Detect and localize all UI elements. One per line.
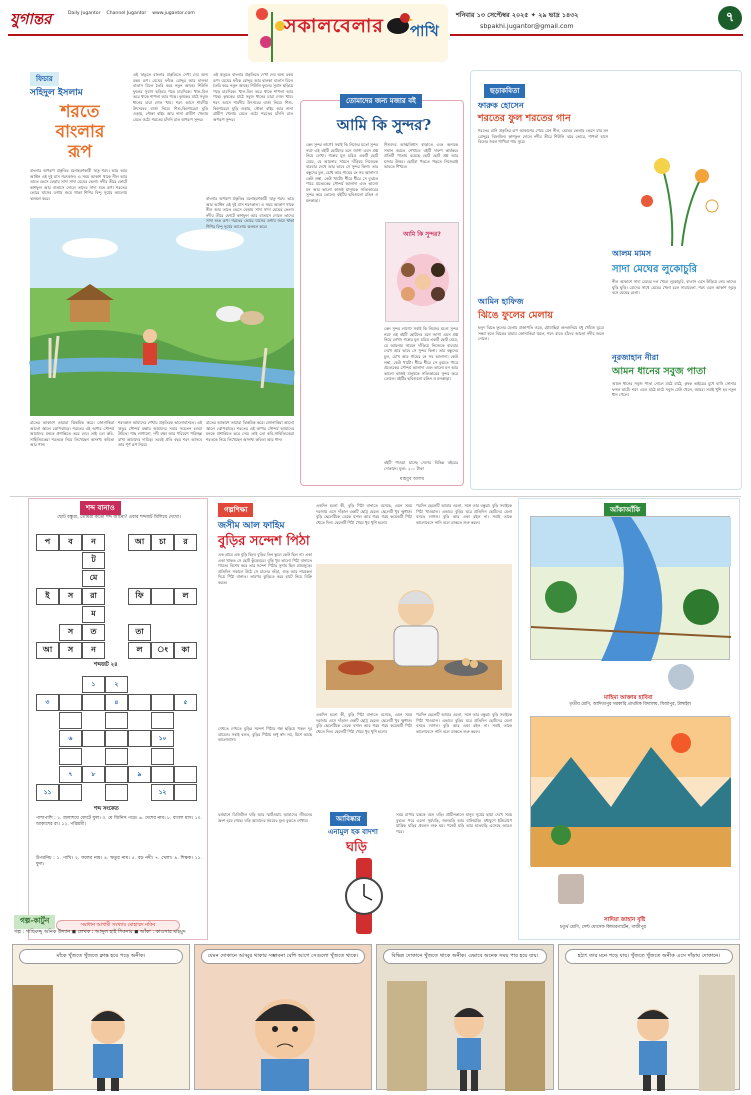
feature-body-e: বাংলার অপরূপ প্রকৃতির মনোহরণকারী ঋতু শরৎ। ভাদ্র আর আশ্বিন এই দুই মাস শরৎকাল। এ সময় আকাশ থাকে নীল আর তাতে ভেসে বেড়ায় সাদা সাদা মেঘের ভেলা। নদীর তীরে ফোটে কাশফুল আর বাতাসে দোলে তাদের সাদা শুভ্র রূপ। শরতের ভোরে ঘাসের ডগায় জমে থাকা শিশির বিন্দু সূর্যের আলোয় ঝলমল করে। <box>206 196 294 229</box>
crossword-cell[interactable] <box>82 694 105 711</box>
poem4-body: আমন ধানের সবুজ পাতা দোলে মাঠে মাঠে, কৃষক ভাইয়ের মুখে হাসি সোনার ফসল ঘাটে। শরৎ এলে মাঠে মাঠে সবুজ ঢেউ খেলে, আমরা সবাই খুশি হব নতুন ধান পেলে। <box>612 381 736 398</box>
crossword-cell[interactable]: চা <box>151 534 174 551</box>
crossword-cell[interactable]: ৩ <box>36 694 59 711</box>
crossword-cell[interactable] <box>59 712 82 729</box>
folk-tag: গল্পশিক্ষা <box>218 503 253 517</box>
poem1-author: ফারুক হোসেন <box>478 101 524 110</box>
crossword-cell[interactable]: তা <box>128 624 151 641</box>
comic-panel-2 <box>194 944 372 1090</box>
masthead <box>0 0 751 66</box>
book-cover-title: আমি কি সুন্দর? <box>403 231 441 238</box>
crossword-cell[interactable]: কা <box>174 642 197 659</box>
book-review-byline: মাহবুব আলম <box>400 477 425 482</box>
poem4-author: নূরজাহান নীরা <box>612 353 659 362</box>
poem3-title: ঝিঙে ফুলের মেলায় <box>478 310 553 321</box>
masthead-title: সকালবেলার <box>284 15 384 37</box>
masthead-subtitle: পাখি <box>410 22 439 40</box>
crossword-cell[interactable]: ট <box>82 552 105 569</box>
feature-tag: ফিচার <box>30 72 59 86</box>
crossword-cell[interactable]: ৯ <box>128 766 151 783</box>
crossword-cell[interactable]: ত <box>82 624 105 641</box>
comic-panel-1 <box>12 944 190 1090</box>
feature-body-f: রাতের আকাশে তারারা ঝিকমিক করে। জোনাকিরা আলো জ্বালে ঝোপঝাড়ে। শরতের এই অপার সৌন্দর্য আমাদের মনকে প্রশান্তিতে ভরে দেয়। তাই তো কবি-সাহিত্যিকেরা শরতকে নিয়ে লিখেছেন অসংখ্য কবিতা আর গান। <box>206 420 294 442</box>
crossword-cell[interactable]: ৫ <box>174 694 197 711</box>
comic-panel-4 <box>558 944 740 1090</box>
crossword-cell[interactable]: রা <box>82 588 105 605</box>
crossword-cell[interactable]: ৮ <box>82 766 105 783</box>
contact-email[interactable]: sbpakhi.jugantor@gmail.com <box>480 22 574 30</box>
folk-title: বুড়ির সন্দেশ পিঠা <box>218 534 310 549</box>
feature-title <box>30 102 130 162</box>
art-tag: আঁকাআঁকি <box>604 503 646 517</box>
header-rule <box>8 34 248 36</box>
crossword-cell[interactable] <box>151 766 174 783</box>
comic-bubble-2: যেমন দোকানে আব্বুর থাকার সম্ভাবনা বেশি আগে সেগুলো খুঁজতে থাকে। <box>201 949 365 964</box>
crossword-cell[interactable] <box>59 784 82 801</box>
poem1-title: শরতের ফুল শরতের গান <box>478 113 571 124</box>
crossword-cell[interactable] <box>82 730 105 747</box>
poems-tag: ছড়াকবিতা <box>484 84 525 98</box>
poem2-body: নীল আকাশে সাদা মেঘের দল খেলে লুকোচুরি, বাতাস এসে উড়িয়ে নেয় তাদের ঘুড়ি ঘুড়ি। রোদের সাথে মেঘের খেলা চলে সারাবেলা, শরৎ এলে আকাশ জুড়ে বসে মেঘের মেলা। <box>612 279 736 296</box>
comic-credits: গল্প : গাছিরুদ্দু অনিক উদ্যান ◼ লেখক : আব্দুল হাই শিকদার ◼ আঁকা : কাওসার মাহমুদ <box>14 929 186 935</box>
poem1-body: শরতের রানি প্রকৃতির রূপ আকাশের পেয়ে যেন নীল, মেঘের ভেলায় ভেসে যায় মন রোদ্দুরে ঝিলমিল। কাশফুল দোলে নদীর তীরে শিউলি ঝরে ভোরে, শাপলা হাসে বিলের জলে পাখিরা গায় সুরে। <box>478 128 608 145</box>
crossword-cell[interactable]: আ <box>36 642 59 659</box>
village-illustration <box>30 218 294 416</box>
crossword-cell[interactable] <box>128 730 151 747</box>
book-review-tag: তোমাদের জন্য মজার বই <box>340 94 422 108</box>
crossword-cell[interactable]: ২ <box>105 676 128 693</box>
crossword-cell[interactable] <box>105 712 128 729</box>
artist1-name: মাহিমা আক্তার হাবিবা <box>604 695 653 701</box>
invention-author: এনামুল হক বাদশা <box>328 828 378 836</box>
crossword-cell[interactable] <box>105 748 128 765</box>
folk-body-5: একদিন হলো কী, বুড়ি পিঠা বানাতে বসেছে, এমন সময় দরজায় এসে দাঁড়াল একটি ছোট্ট ছেলে। ছেলেটি খুব ক্ষুধার্ত। বুড়ি ছেলেটিকে ডেকে বসাল আর গরম গরম কয়েকটি পিঠা খেতে দিল। ছেলেটি পিঠা খেয়ে খুব খুশি হলো। <box>316 712 412 734</box>
artist2-info: চতুর্থ শ্রেণি, সেন্ট যোসেফ কিন্ডারগার্টেন, গাজীপুর <box>560 925 646 930</box>
book-review-body-3: কেন সুন্দর লাগে? সবাই কি নিজের মতো সুন্দর নয়? এই বইটি ছোটদের মনে জাগা এমন প্রশ্ন নিয়ে লেখা। গল্পের মূল চরিত্র একটি ছোট মেয়ে, যে আয়নার সামনে দাঁড়িয়ে নিজেকে বারবার দেখে আর ভাবে সে সুন্দর কিনা। তার বন্ধুদের চুল, চোখ আর গায়ের রং সব আলাদা। কেউ লম্বা, কেউ খাটো। ধীরে ধীরে সে বুঝতে পারে প্রত্যেকের সৌন্দর্য আলাদা এবং ভালো মন আর ভালো কাজই মানুষকে সত্যিকারের সুন্দর করে তোলে। বইটির ছবিগুলো রঙিন ও মনকাড়া। <box>384 326 458 382</box>
crossword-credit: সমাধান আগামী সংখ্যায় মোহাম্মদ নকিব <box>56 920 180 931</box>
newspaper-logo[interactable]: যুগান্তর <box>10 10 52 28</box>
crossword-cell[interactable]: আ <box>128 534 151 551</box>
folk-body-3: পরদিন ছেলেটি আবার এলো, সঙ্গে তার বন্ধুরা। বুড়ি সবাইকে পিঠা খাওয়াল। এভাবে বুড়ির ঘরে প্রতিদিন ছোটদের মেলা বসতে লাগল। বুড়ি আর একা রইল না। সবাই তাকে ভালোবেসে নানি বলে ডাকতে শুরু করল। <box>416 503 512 525</box>
crossword-cell[interactable]: ম <box>82 606 105 623</box>
crossword-cell[interactable]: মে <box>82 570 105 587</box>
crossword-cell[interactable]: ল <box>128 642 151 659</box>
feature-title-line3: রূপ <box>68 142 92 162</box>
crossword-cell[interactable]: ল <box>174 588 197 605</box>
crossword-cell[interactable]: র <box>174 534 197 551</box>
crossword-cell[interactable]: ং <box>151 642 174 659</box>
crossword-cell[interactable] <box>105 784 128 801</box>
book-review-title: আমি কি সুন্দর? <box>336 116 432 134</box>
crossword-cell[interactable] <box>151 712 174 729</box>
invention-tag: আবিষ্কার <box>330 812 367 826</box>
feature-body-b: এই ঋতুতে বাংলার প্রকৃতিতে দেখা দেয় অন্য রকম রূপ। মেঘের ফাঁকে রোদ্দুর আর হালকা বাতাস মিলে তৈরি করে নতুন আবহ। শিউলি ফুলের সুবাস ছড়িয়ে পড়ে চারদিকে। খাল-বিল ভরে থাকে শাপলা আর পদ্মে। কৃষকের মাঠে সবুজ ধানের চারা দোল খায়। শরৎ আসে শারদীয় উৎসবের বার্তা নিয়ে। শিশু-কিশোরেরা ঘুড়ি ওড়ায়, নৌকা বাইচ আর নানা গ্রামীণ খেলায় মেতে ওঠে। শরতের চাঁদনি রাত অপরূপ সুন্দর। <box>133 72 208 122</box>
artist1-avatar <box>668 664 694 690</box>
crossword-clues-title: শব্দ সংকেত <box>94 806 119 812</box>
bird-illustration <box>383 8 413 40</box>
crossword-cell[interactable] <box>174 784 197 801</box>
youtube-link[interactable]: Channel Jugantor <box>106 11 147 16</box>
crossword-cell[interactable] <box>59 748 82 765</box>
artist2-name: সাদিয়া জাহান বৃষ্টি <box>604 917 646 923</box>
comic-tag: গল্প-কার্টুন <box>14 915 55 929</box>
crossword-cell[interactable] <box>128 694 151 711</box>
crossword-cell[interactable]: ই <box>36 588 59 605</box>
issue-date: শনিবার ১৩ সেপ্টেম্বর ২০২৫ ✦ ২৯ ভাদ্র ১৪৩২ <box>456 11 579 19</box>
crossword-cell[interactable]: ন <box>82 642 105 659</box>
crossword-cell[interactable]: ৭ <box>59 766 82 783</box>
crossword-cell[interactable] <box>151 748 174 765</box>
poem2-author: আলম মামস <box>612 249 652 258</box>
poem2-title: সাদা মেঘের লুকোচুরি <box>612 264 698 275</box>
header-rule-right <box>450 34 743 36</box>
crossword-clues-down: উপরনিচ : ১. পাখি। ২. ফলের নাম। ৪. ঋতুর নাম। ৫. বড় নদী। ৭. খেলা। ৯. শিক্ষক। ১১. ফুল। <box>36 856 202 868</box>
feature-body-b2: এই ঋতুতে বাংলার প্রকৃতিতে দেখা দেয় অন্য রকম রূপ। মেঘের ফাঁকে রোদ্দুর আর হালকা বাতাস মিলে তৈরি করে নতুন আবহ। শিউলি ফুলের সুবাস ছড়িয়ে পড়ে চারদিকে। খাল-বিল ভরে থাকে শাপলা আর পদ্মে। কৃষকের মাঠে সবুজ ধানের চারা দোল খায়। শরৎ আসে শারদীয় উৎসবের বার্তা নিয়ে। শিশু-কিশোরেরা ঘুড়ি ওড়ায়, নৌকা বাইচ আর নানা গ্রামীণ খেলায় মেতে ওঠে। শরতের চাঁদনি রাত অপরূপ সুন্দর। <box>213 72 293 122</box>
comic-bubble-4: হঠাৎ তার মনে পড়ে যায়। খুঁজতে খুঁজতে অনীক এসে দাঁড়ায় দোকানে। <box>565 949 733 964</box>
comic-panel-3 <box>376 944 554 1090</box>
invention-intro: বর্তমানে ডিজিটাল ঘড়ি আর স্মার্টওয়াচ আমাদের জীবনের অংশ হয়ে গেছে। ঘড়ি আমাদের সময়ের মূল্য বুঝতে শেখায়। <box>218 812 312 823</box>
header-links <box>68 11 195 16</box>
facebook-link[interactable]: Daily Jugantor <box>68 11 101 16</box>
artist2-avatar <box>558 874 584 904</box>
crossword-tag: শব্দ বানাও <box>80 501 121 515</box>
crossword-intro: ছোট বন্ধুরা, তোমরা কতো শব্দ জানো? এবার শব্দজট মিলিয়ে দেখো। <box>57 515 181 520</box>
folk-body-4: দেখতে দেখতে বুড়ির সন্দেশ পিঠার গল্প ছড়িয়ে পড়ল দূর গ্রামেও। সবাই বলত, বুড়ির পিঠায় শুধু স্বাদ নয়, মিশে আছে ভালোবাসা। <box>218 726 312 743</box>
crossword-cell[interactable]: স <box>59 642 82 659</box>
crossword-cell[interactable]: ফি <box>128 588 151 605</box>
book-cover <box>385 222 459 322</box>
crossword-cell[interactable]: ১২ <box>151 784 174 801</box>
poem4-title: আমন ধানের সবুজ পাতা <box>612 366 706 377</box>
crossword-cell[interactable]: ১ <box>82 676 105 693</box>
crossword-cell[interactable]: স <box>59 588 82 605</box>
crossword-cell[interactable]: স <box>59 624 82 641</box>
crossword-clues-across: পাশাপাশি : ১. জলাশয়ে ফোটে ফুল। ৩. যে জিনিস পড়ে। ৬. দেশের নাম। ৮. বাংলা মাস। ১০. আকাশের রং। ১২. পরিশ্রমী। <box>36 816 202 828</box>
poem3-body: হলুদ ঝিঙে ফুলের মেলায় প্রজাপতি ওড়ে, মৌমাছিরা গুনগুনিয়ে মধু খোঁজে ঘুরে। সন্ধ্যা হলে ঝিঙের মাচায় জোনাকিরা জ্বলে, শরৎ রাতে চাঁদের আলো নদীর জলে দোলে। <box>478 325 604 342</box>
feature-title-line2: বাংলার <box>55 122 105 142</box>
feature-title-line1: শরতে <box>60 102 100 122</box>
crossword-cell[interactable] <box>105 766 128 783</box>
invention-body-1: সময় মাপার যন্ত্রকে বলে ঘড়ি। প্রাচীনকালে মানুষ সূর্যের ছায়া দেখে সময় বুঝত। পরে এলো সূর্যঘড়ি, জলঘড়ি আর বালিঘড়ি। মধ্যযুগে ইউরোপে যান্ত্রিক ঘড়ির প্রচলন শুরু হয়। পকেট ঘড়ি আর হাতঘড়ি এসেছে আরও পরে। <box>396 812 512 834</box>
crossword-cell[interactable]: ৪ <box>105 694 128 711</box>
invention-title: ঘড়ি <box>346 840 368 855</box>
feature-body-c: রাতের আকাশে তারারা ঝিকমিক করে। জোনাকিরা আলো জ্বালে ঝোপঝাড়ে। শরতের এই অপার সৌন্দর্য আমাদের মনকে প্রশান্তিতে ভরে দেয়। তাই তো কবি-সাহিত্যিকেরা শরতকে নিয়ে লিখেছেন অসংখ্য কবিতা আর গান। <box>30 420 114 448</box>
book-review-credit: বইটি পাওয়া যাচ্ছে দেশের বিভিন্ন বইয়ের দোকানে। মূল্য: ২০০ টাকা <box>384 460 458 471</box>
crossword-cell[interactable] <box>151 588 174 605</box>
crossword-cell[interactable] <box>59 694 82 711</box>
drawing-river <box>530 516 730 660</box>
grandmother-illustration <box>316 564 512 708</box>
folk-body-6: পরদিন ছেলেটি আবার এলো, সঙ্গে তার বন্ধুরা। বুড়ি সবাইকে পিঠা খাওয়াল। এভাবে বুড়ির ঘরে প্রতিদিন ছোটদের মেলা বসতে লাগল। বুড়ি আর একা রইল না। সবাই তাকে ভালোবেসে নানি বলে ডাকতে শুরু করল। <box>416 712 512 734</box>
crossword-cell[interactable] <box>174 766 197 783</box>
folk-body-1: এক গ্রামে এক বুড়ি ছিল। বুড়ির তিন কুলে কেউ ছিল না। একা একা থাকত সে ছোট কুঁড়েঘরে। বুড়ি খুব ভালো পিঠা বানাতে পারত। বিশেষ করে তার সন্দেশ পিঠার সুনাম ছিল গ্রামজুড়ে। প্রতিদিন সকালে উঠে সে চালের গুঁড়া, গুড় আর নারকেল দিয়ে পিঠা বানাত। তারপর ঝুড়িতে করে হাটে নিয়ে বিক্রি করত। <box>218 552 312 585</box>
poem3-author: আমিন হাফিজ <box>478 297 524 306</box>
feature-body-d: শরৎকাল আমাদের শেখায় প্রকৃতিকে ভালোবাসতে। এই ঋতুর সৌন্দর্য রক্ষায় আমাদের সবার সচেতন হওয়া উচিত। গাছ লাগানো, নদী রক্ষা আর পরিবেশ পরিচ্ছন্ন রাখা আমাদের দায়িত্ব। তবেই প্রতি বছর শরৎ আসবে তার পূর্ণ রূপ নিয়ে। <box>118 420 202 448</box>
flower-illustration <box>612 146 736 246</box>
mid-rule <box>10 496 741 497</box>
page-number: ৭ <box>718 6 742 30</box>
book-review-body-2: শিশুদের আত্মবিশ্বাস বাড়াতে এবং অন্যকে সম্মান করতে শেখাতে বইটি দারুণ কার্যকর। প্রতিটি পাতায় রয়েছে ছোট ছোট প্রশ্ন আর মজার উত্তর। ছোটরা পড়তে পড়তে নিজেরাই ভাবতে শিখবে। <box>384 142 458 170</box>
crossword-cell[interactable] <box>151 694 174 711</box>
feature-body-a: বাংলার অপরূপ প্রকৃতির মনোহরণকারী ঋতু শরৎ। ভাদ্র আর আশ্বিন এই দুই মাস শরৎকাল। এ সময় আকাশ থাকে নীল আর তাতে ভেসে বেড়ায় সাদা সাদা মেঘের ভেলা। নদীর তীরে ফোটে কাশফুল আর বাতাসে দোলে তাদের সাদা শুভ্র রূপ। শরতের ভোরে ঘাসের ডগায় জমে থাকা শিশির বিন্দু সূর্যের আলোয় ঝলমল করে। <box>30 168 127 201</box>
crossword-cell[interactable]: ব <box>59 534 82 551</box>
comic-bubble-3: বিভিন্ন দোকানে খুঁজতে থাকে অনীক। এভাবে অনেক সময় পার হয়ে যায়। <box>383 949 547 964</box>
crossword-cell[interactable]: প <box>36 534 59 551</box>
folk-author: জসীম আল ফাহিম <box>218 521 285 531</box>
drawing-mountains <box>530 716 730 866</box>
crossword-grid-2 <box>36 676 200 802</box>
folk-body-2: একদিন হলো কী, বুড়ি পিঠা বানাতে বসেছে, এমন সময় দরজায় এসে দাঁড়াল একটি ছোট্ট ছেলে। ছেলেটি খুব ক্ষুধার্ত। বুড়ি ছেলেটিকে ডেকে বসাল আর গরম গরম কয়েকটি পিঠা খেতে দিল। ছেলেটি পিঠা খেয়ে খুব খুশি হলো। <box>316 503 412 525</box>
artist1-info: তৃতীয় শ্রেণি, আদিত্যপুর সরকারি প্রাথমিক বিদ্যালয়, মির্জাপুর, টাঙ্গাইল <box>569 702 691 707</box>
book-review-body: কেন সুন্দর লাগে? সবাই কি নিজের মতো সুন্দর নয়? এই বইটি ছোটদের মনে জাগা এমন প্রশ্ন নিয়ে লেখা। গল্পের মূল চরিত্র একটি ছোট মেয়ে, যে আয়নার সামনে দাঁড়িয়ে নিজেকে বারবার দেখে আর ভাবে সে সুন্দর কিনা। তার বন্ধুদের চুল, চোখ আর গায়ের রং সব আলাদা। কেউ লম্বা, কেউ খাটো। ধীরে ধীরে সে বুঝতে পারে প্রত্যেকের সৌন্দর্য আলাদা এবং ভালো মন আর ভালো কাজই মানুষকে সত্যিকারের সুন্দর করে তোলে। বইটির ছবিগুলো রঙিন ও মনকাড়া। <box>306 142 378 203</box>
crossword-cell[interactable] <box>105 730 128 747</box>
feature-author: সহিদুল ইসলাম <box>30 88 83 98</box>
crossword-grid-1 <box>36 534 200 660</box>
crossword-cell[interactable]: ন <box>82 534 105 551</box>
crossword-cell[interactable]: ১০ <box>151 730 174 747</box>
crossword-cell[interactable]: ১১ <box>36 784 59 801</box>
crossword-grid-title: শব্দজট ২৪ <box>94 662 118 668</box>
crossword-cell[interactable]: ৬ <box>59 730 82 747</box>
comic-bubble-1: মাঁকে খুঁজতে খুঁজতে ক্লান্ত হয়ে পড়ে অনীক। <box>19 949 183 964</box>
website-link[interactable]: www.jugantor.com <box>152 11 195 16</box>
